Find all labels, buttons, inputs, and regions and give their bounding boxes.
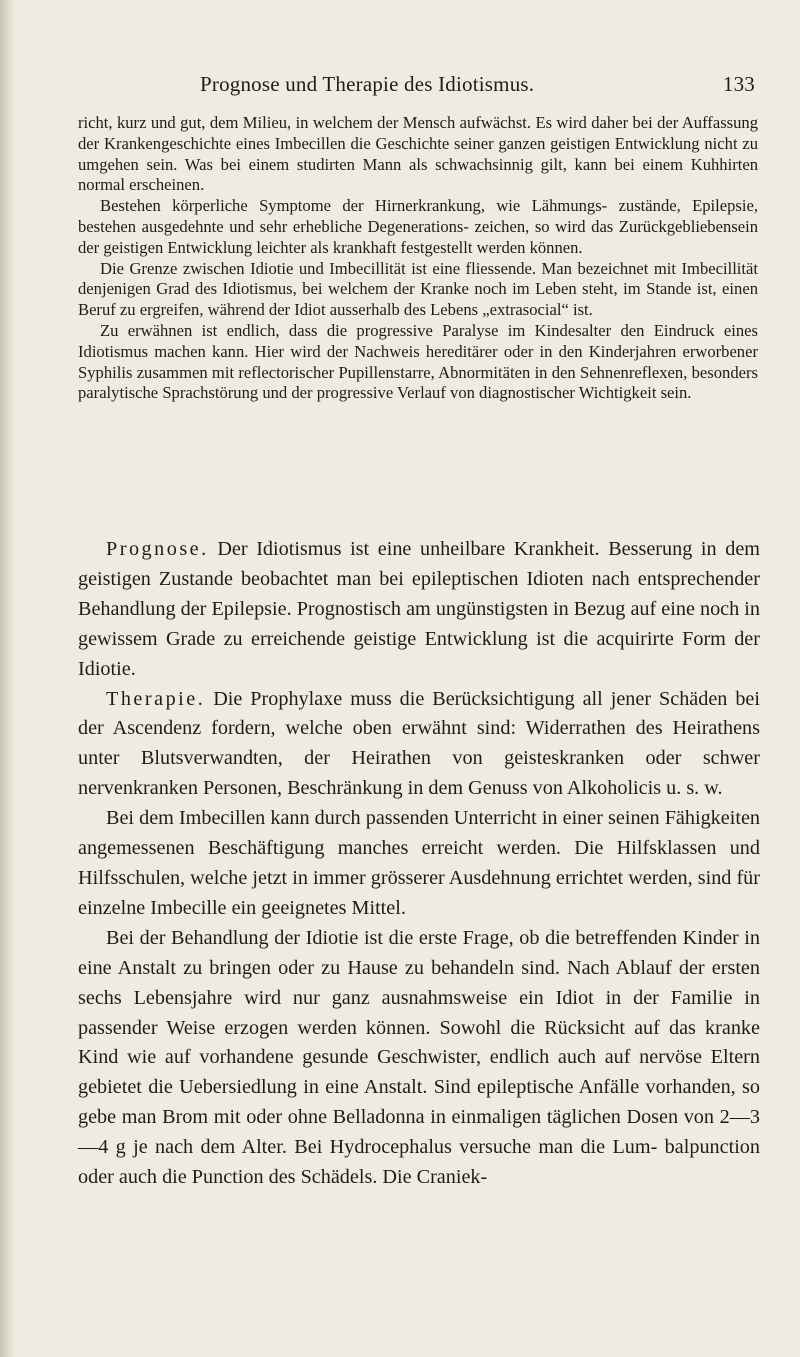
paragraph-prognose [78,535,760,804]
paragraph-paralyse: Zu erwähnen ist endlich, dass die progressive Paralyse im Kindesalter den Eindruck eines Idiotismus machen kann. Hier wird der Nachweis hereditärer oder in den Kinderjahren erworbener Syphilis zusammen mit reflectorischer Pupillenstarre, Abnormitäten in den Sehnenreflexen, besonders paralytische Sprachstörung und der progressive Verlauf von diagnostischer Wichtigkeit sein. [78,320,758,403]
header-title: Prognose und Therapie des Idiotismus. [200,72,535,96]
prognose-text: Der Idiotismus ist eine unheilbare Krankheit. Besserung in dem geistigen Zustande beobachtet man bei epileptischen Idioten nach entsprechender Behandlung der Epilepsie. Prognostisch am ungünstigsten in Bezug auf eine noch in gewissem Grade zu erreichende geistige Entwicklung ist die acquirirte Form der Idiotie. [78,538,760,680]
paragraph-continued: richt, kurz und gut, dem Milieu, in welchem der Mensch aufwächst. Es wird daher bei der Auffassung der Krankengeschichte eines Imbecillen die Geschichte seiner ganzen geistigen Entwicklung nicht zu umgehen sein. Was bei einem studirten Mann als schwachsinnig gilt, kann bei einem Kuhhirten normal erscheinen. [78,113,758,195]
small-print-section [78,113,758,404]
paragraph-grenze: Die Grenze zwischen Idiotie und Imbecillität ist eine fliessende. Man bezeichnet mit Imbecillität denjenigen Grad des Idiotismus, bei welchem der Kranke noch im Leben steht, im Stande ist, einen Beruf zu ergreifen, während der Idiot ausserhalb des Lebens „extrasocial“ ist. [78,258,758,320]
therapie-text: Die Prophylaxe muss die Berücksichtigung all jener Schäden bei der Ascendenz fordern, welche oben erwähnt sind: Widerrathen des Heirathens unter Blutsverwandten, der Heirathen von geisteskranken oder schwer nervenkranken Personen, Beschränkung in dem Genuss von Alkoholicis u. s. w. [78,687,760,800]
paragraph-behandlung: Bei der Behandlung der Idiotie ist die erste Frage, ob die betreffenden Kinder in eine Anstalt zu bringen oder zu Hause zu behandeln sind. Nach Ablauf der ersten sechs Lebensjahre wird nur ganz ausnahmsweise ein Idiot in der Familie in passender Weise erzogen werden können. Sowohl die Rücksicht auf das kranke Kind wie auf vorhandene gesunde Geschwister, endlich auch auf nervöse Eltern gebietet die Uebersiedlung in eine Anstalt. Sind epileptische Anfälle vorhanden, so gebe man Brom mit oder ohne Belladonna in einmaligen täglichen Dosen von 2—3—4 g je nach dem Alter. Bei Hydrocephalus versuche man die Lum- balpunction oder auch die Punction des Schädels. Die Craniek- [78,926,760,1189]
prognose-heading: Prognose. [106,538,209,560]
main-text-section [78,535,760,1193]
paragraph-imbecille: Bei dem Imbecillen kann durch passenden Unterricht in einer seinen Fähigkeiten angemessenen Beschäftigung manches erreicht werden. Die Hilfsklassen und Hilfsschulen, welche jetzt in immer grösserer Ausdehnung errichtet werden, sind für einzelne Imbecille ein geeignetes Mittel. [78,807,760,919]
page-binding-edge [0,0,16,1357]
paragraph-symptoms: Bestehen körperliche Symptome der Hirnerkrankung, wie Lähmungs- zustände, Epilepsie, bestehen ausgedehnte und sehr erhebliche Degenerations- zeichen, so wird das Zurückgebliebensein der geistigen Entwicklung leichter als krankhaft festgestellt werden können. [78,196,758,257]
page-number: 133 [722,72,755,96]
therapie-heading: Therapie. [106,687,206,710]
